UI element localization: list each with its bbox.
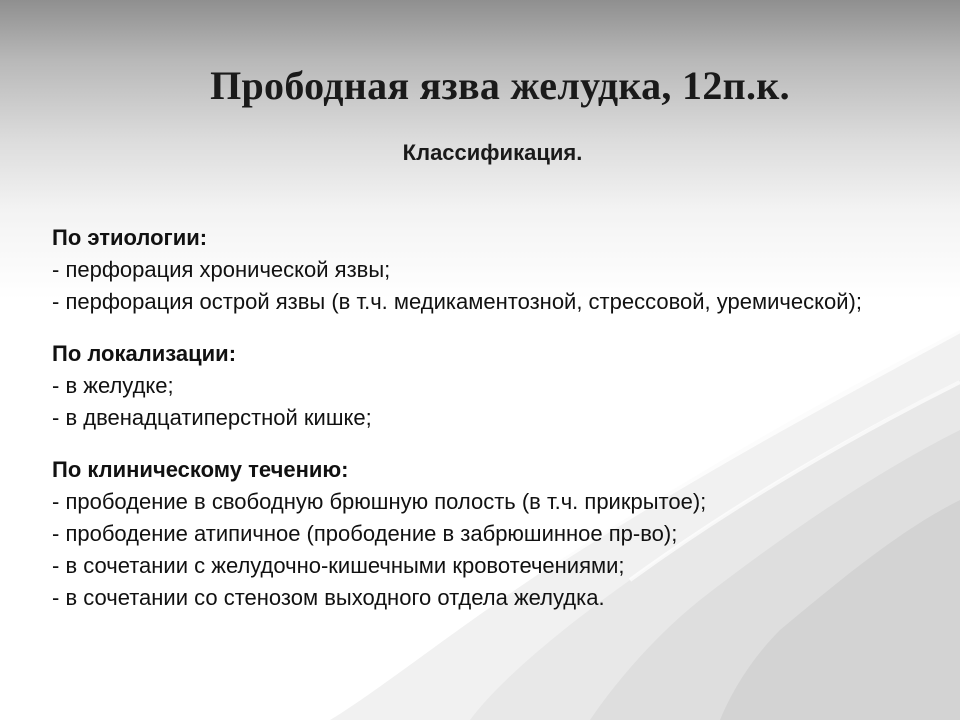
slide-title: Прободная язва желудка, 12п.к.: [210, 63, 790, 108]
section-heading: По клиническому течению:: [52, 457, 349, 482]
section-localization: [52, 338, 912, 434]
list-item: - прободение в свободную брюшную полость (в т.ч. прикрытое);: [52, 489, 707, 514]
list-item: - в сочетании с желудочно-кишечными кровотечениями;: [52, 553, 625, 578]
list-item: - перфорация острой язвы (в т.ч. медикаментозной, стрессовой, уремической);: [52, 289, 862, 314]
list-item: - в сочетании со стенозом выходного отдела желудка.: [52, 585, 605, 610]
list-item: - в желудке;: [52, 373, 174, 398]
section-heading: По локализации:: [52, 341, 237, 366]
section-etiology: [52, 222, 912, 318]
section-clinical-course: [52, 454, 912, 614]
list-item: - в двенадцатиперстной кишке;: [52, 405, 372, 430]
slide-subtitle: Классификация.: [402, 140, 583, 165]
list-item: - перфорация хронической язвы;: [52, 257, 391, 282]
classification-content: [52, 222, 912, 614]
section-heading: По этиологии:: [52, 225, 208, 250]
list-item: - прободение атипичное (прободение в забрюшинное пр-во);: [52, 521, 678, 546]
